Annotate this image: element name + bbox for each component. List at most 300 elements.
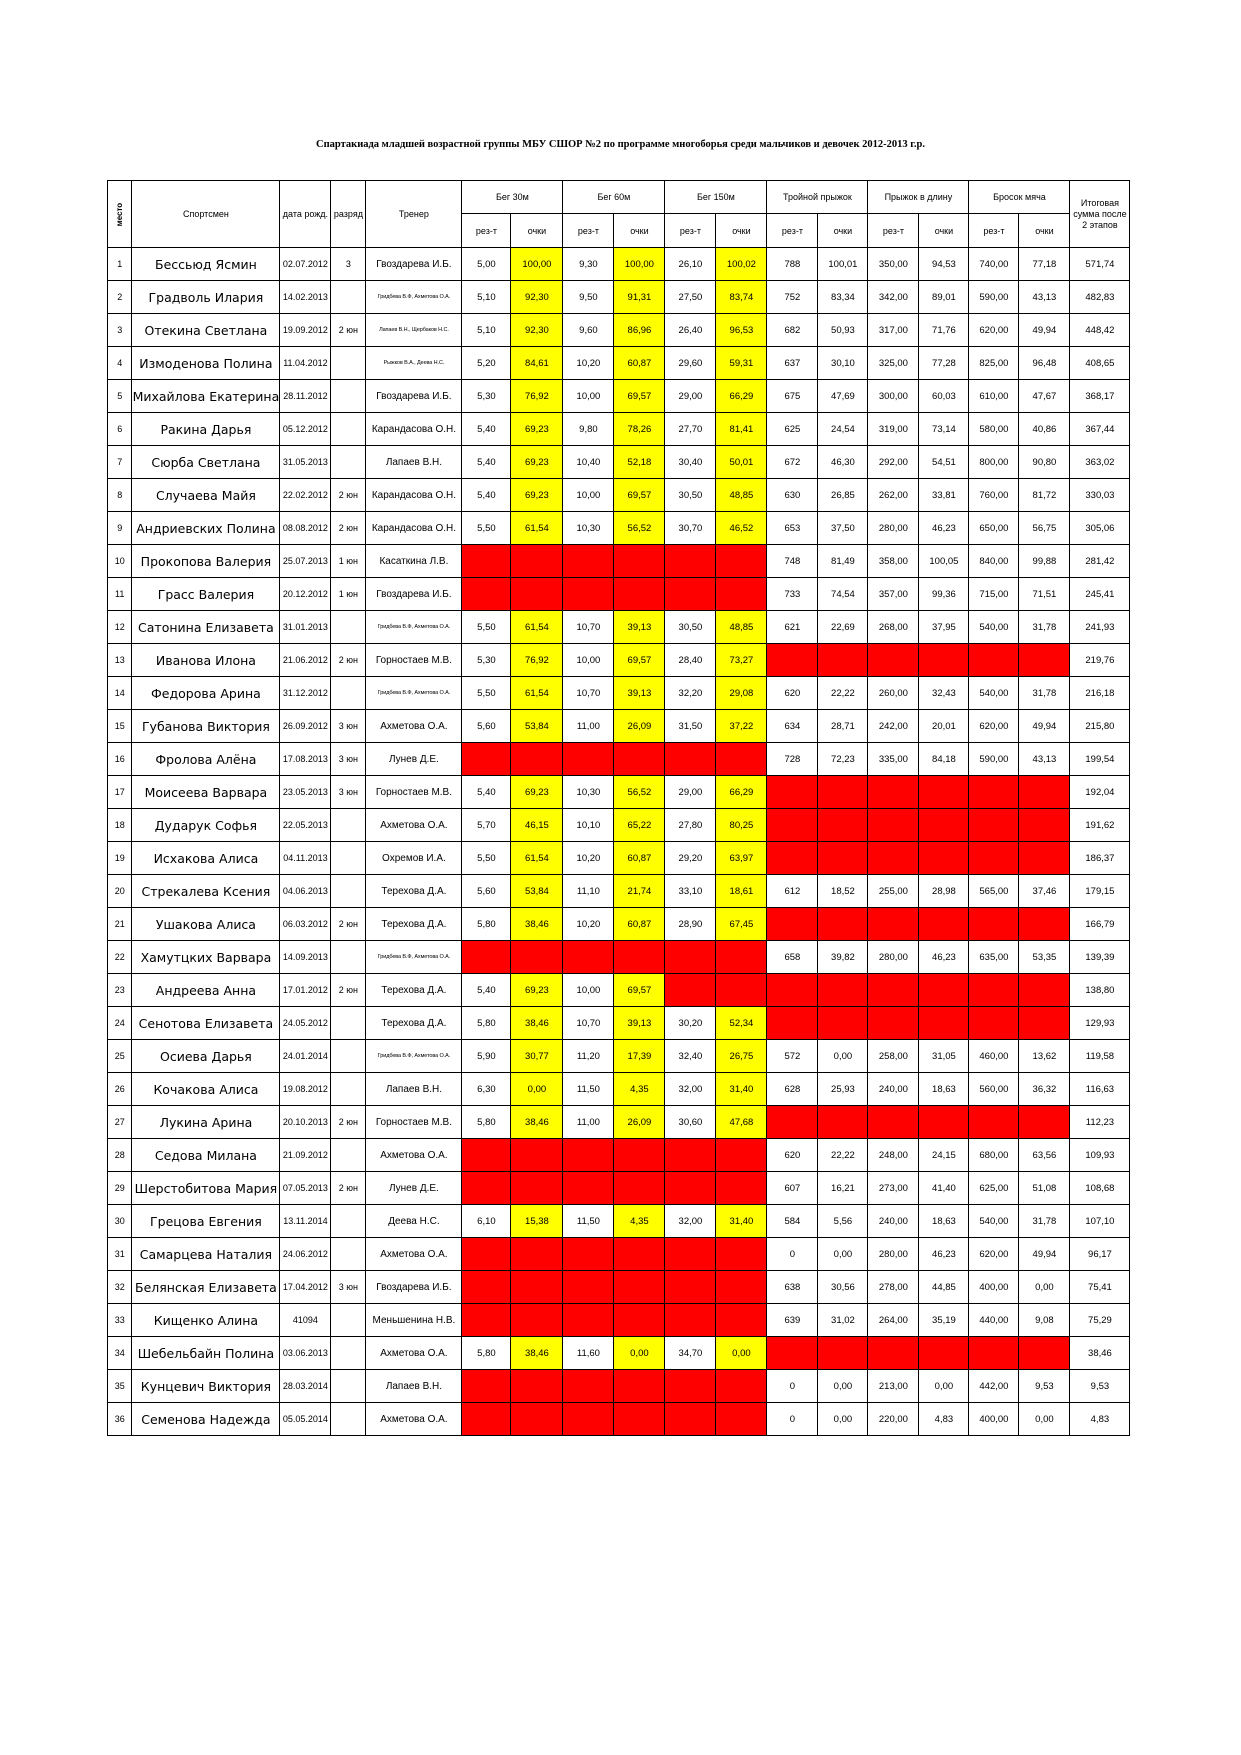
run-150m-result-cell	[665, 1238, 716, 1271]
birth-date-cell: 14.09.2013	[280, 941, 331, 974]
long-jump-result-cell: 342,00	[868, 281, 919, 314]
run-150m-result-cell: 32,00	[665, 1205, 716, 1238]
birth-date-cell: 24.06.2012	[280, 1238, 331, 1271]
run-150m-result-cell: 29,60	[665, 347, 716, 380]
athlete-name-cell: Шебельбайн Полина	[132, 1337, 280, 1370]
total-cell: 179,15	[1070, 875, 1130, 908]
ball-throw-points-cell: 96,48	[1019, 347, 1070, 380]
triple-jump-result-cell: 682	[767, 314, 818, 347]
run-150m-points-cell: 83,74	[716, 281, 767, 314]
place-cell: 5	[108, 380, 132, 413]
athlete-name-cell: Андреева Анна	[132, 974, 280, 1007]
athlete-name-cell: Ракина Дарья	[132, 413, 280, 446]
long-jump-result-cell	[868, 776, 919, 809]
run-30m-points-cell: 61,54	[511, 677, 563, 710]
triple-jump-result-cell	[767, 776, 818, 809]
birth-date-cell: 31.05.2013	[280, 446, 331, 479]
triple-jump-points-cell: 74,54	[818, 578, 868, 611]
run-30m-points-cell: 38,46	[511, 1337, 563, 1370]
birth-date-cell: 04.06.2013	[280, 875, 331, 908]
place-cell: 14	[108, 677, 132, 710]
run-30m-points-cell	[511, 743, 563, 776]
birth-date-cell: 22.05.2013	[280, 809, 331, 842]
ball-throw-result-cell: 840,00	[969, 545, 1019, 578]
run-60m-result-cell	[563, 941, 614, 974]
ball-throw-result-cell	[969, 809, 1019, 842]
long-jump-points-cell: 18,63	[919, 1073, 969, 1106]
run-150m-result-cell	[665, 1304, 716, 1337]
ball-throw-result-cell: 400,00	[969, 1271, 1019, 1304]
run-150m-result-cell: 29,20	[665, 842, 716, 875]
table-row	[108, 1040, 1130, 1073]
run-30m-points-cell	[511, 1139, 563, 1172]
total-cell: 112,23	[1070, 1106, 1130, 1139]
table-row	[108, 809, 1130, 842]
long-jump-result-cell: 280,00	[868, 941, 919, 974]
birth-date-cell: 26.09.2012	[280, 710, 331, 743]
run-30m-result-cell: 5,00	[462, 248, 511, 281]
run-60m-points-cell: 60,87	[614, 908, 665, 941]
run-60m-points-cell	[614, 1172, 665, 1205]
triple-jump-result-cell: 612	[767, 875, 818, 908]
triple-jump-points-cell: 50,93	[818, 314, 868, 347]
long-jump-result-cell: 240,00	[868, 1205, 919, 1238]
results-table	[107, 180, 1130, 1436]
run-30m-points-cell	[511, 1271, 563, 1304]
ball-throw-points-cell: 0,00	[1019, 1403, 1070, 1436]
athlete-name-cell: Андриевских Полина	[132, 512, 280, 545]
table-row	[108, 1238, 1130, 1271]
coach-cell: Ахметова О.А.	[366, 809, 462, 842]
run-150m-points-cell	[716, 1238, 767, 1271]
birth-date-cell: 24.05.2012	[280, 1007, 331, 1040]
ball-throw-result-cell: 800,00	[969, 446, 1019, 479]
ball-throw-points-cell: 9,08	[1019, 1304, 1070, 1337]
triple-jump-result-cell: 638	[767, 1271, 818, 1304]
ball-throw-result-cell: 620,00	[969, 1238, 1019, 1271]
triple-jump-points-cell: 22,22	[818, 677, 868, 710]
athlete-name-cell: Сатонина Елизавета	[132, 611, 280, 644]
ball-throw-result-cell: 680,00	[969, 1139, 1019, 1172]
long-jump-points-cell: 73,14	[919, 413, 969, 446]
run-60m-result-cell	[563, 1139, 614, 1172]
run-150m-result-cell: 27,80	[665, 809, 716, 842]
triple-jump-points-cell: 72,23	[818, 743, 868, 776]
run-30m-result-cell: 5,10	[462, 281, 511, 314]
athlete-name-cell: Грецова Евгения	[132, 1205, 280, 1238]
run-30m-result-cell: 6,10	[462, 1205, 511, 1238]
ball-throw-points-cell: 63,56	[1019, 1139, 1070, 1172]
total-cell: 368,17	[1070, 380, 1130, 413]
ball-throw-result-cell	[969, 1337, 1019, 1370]
coach-cell: Гвоздарева И.Б.	[366, 248, 462, 281]
triple-jump-result-cell	[767, 644, 818, 677]
birth-date-cell: 23.05.2013	[280, 776, 331, 809]
run-60m-points-cell: 17,39	[614, 1040, 665, 1073]
run-30m-points-cell: 69,23	[511, 413, 563, 446]
run-60m-result-cell	[563, 545, 614, 578]
run-150m-result-cell	[665, 1370, 716, 1403]
run-30m-points-cell	[511, 1403, 563, 1436]
triple-jump-points-cell	[818, 776, 868, 809]
birth-date-cell: 17.04.2012	[280, 1271, 331, 1304]
triple-jump-points-cell: 5,56	[818, 1205, 868, 1238]
table-row	[108, 1007, 1130, 1040]
run-150m-result-cell: 26,40	[665, 314, 716, 347]
ball-throw-points-cell	[1019, 809, 1070, 842]
birth-date-cell: 19.09.2012	[280, 314, 331, 347]
document-title: Спартакиада младшей возрастной группы МБУ СШОР №2 по программе многоборья среди мальчиков и девочек 2012-2013 г.р.	[316, 139, 925, 150]
long-jump-points-cell: 71,76	[919, 314, 969, 347]
place-cell: 29	[108, 1172, 132, 1205]
total-cell: 138,80	[1070, 974, 1130, 1007]
run-150m-points-cell	[716, 545, 767, 578]
run-150m-points-cell	[716, 1172, 767, 1205]
header-total: Итоговая сумма после 2 этапов	[1070, 181, 1130, 248]
ball-throw-points-cell: 31,78	[1019, 677, 1070, 710]
coach-cell: Терехова Д.А.	[366, 875, 462, 908]
subheader-points: очки	[919, 214, 969, 248]
athlete-name-cell: Бессьюд Ясмин	[132, 248, 280, 281]
coach-cell: Горностаев М.В.	[366, 776, 462, 809]
run-60m-points-cell: 4,35	[614, 1073, 665, 1106]
place-cell: 8	[108, 479, 132, 512]
triple-jump-result-cell: 639	[767, 1304, 818, 1337]
run-30m-result-cell	[462, 941, 511, 974]
table-row	[108, 479, 1130, 512]
long-jump-result-cell: 213,00	[868, 1370, 919, 1403]
ball-throw-result-cell: 540,00	[969, 1205, 1019, 1238]
run-150m-points-cell: 66,29	[716, 380, 767, 413]
run-30m-result-cell	[462, 1139, 511, 1172]
run-30m-result-cell: 5,40	[462, 446, 511, 479]
athlete-name-cell: Фролова Алёна	[132, 743, 280, 776]
subheader-points: очки	[716, 214, 767, 248]
ball-throw-result-cell: 715,00	[969, 578, 1019, 611]
coach-cell: Лапаев В.Н.	[366, 1073, 462, 1106]
ball-throw-result-cell	[969, 1007, 1019, 1040]
birth-date-cell: 17.08.2013	[280, 743, 331, 776]
triple-jump-points-cell: 22,22	[818, 1139, 868, 1172]
run-30m-points-cell	[511, 1304, 563, 1337]
coach-cell: Лунев Д.Е.	[366, 743, 462, 776]
place-cell: 25	[108, 1040, 132, 1073]
total-cell: 199,54	[1070, 743, 1130, 776]
athlete-name-cell: Ушакова Алиса	[132, 908, 280, 941]
long-jump-result-cell	[868, 1337, 919, 1370]
ball-throw-points-cell	[1019, 842, 1070, 875]
triple-jump-result-cell: 620	[767, 1139, 818, 1172]
triple-jump-result-cell: 733	[767, 578, 818, 611]
place-cell: 9	[108, 512, 132, 545]
rank-cell	[331, 941, 366, 974]
run-150m-result-cell: 28,40	[665, 644, 716, 677]
ball-throw-points-cell: 49,94	[1019, 1238, 1070, 1271]
run-150m-result-cell: 32,20	[665, 677, 716, 710]
run-150m-result-cell: 33,10	[665, 875, 716, 908]
total-cell: 4,83	[1070, 1403, 1130, 1436]
birth-date-cell: 21.09.2012	[280, 1139, 331, 1172]
run-150m-result-cell: 30,50	[665, 479, 716, 512]
run-60m-result-cell: 11,50	[563, 1205, 614, 1238]
place-cell: 22	[108, 941, 132, 974]
table-row	[108, 974, 1130, 1007]
run-30m-points-cell: 61,54	[511, 611, 563, 644]
birth-date-cell: 04.11.2013	[280, 842, 331, 875]
place-cell: 34	[108, 1337, 132, 1370]
run-30m-result-cell	[462, 545, 511, 578]
run-60m-result-cell	[563, 743, 614, 776]
run-150m-result-cell: 32,00	[665, 1073, 716, 1106]
triple-jump-result-cell: 630	[767, 479, 818, 512]
long-jump-result-cell: 262,00	[868, 479, 919, 512]
triple-jump-result-cell	[767, 908, 818, 941]
place-cell: 12	[108, 611, 132, 644]
total-cell: 192,04	[1070, 776, 1130, 809]
coach-cell: Ахметова О.А.	[366, 1337, 462, 1370]
long-jump-result-cell: 273,00	[868, 1172, 919, 1205]
run-150m-result-cell: 29,00	[665, 776, 716, 809]
header-ball-throw: Бросок мяча	[969, 181, 1070, 214]
table-row	[108, 1205, 1130, 1238]
ball-throw-points-cell: 81,72	[1019, 479, 1070, 512]
place-cell: 10	[108, 545, 132, 578]
ball-throw-result-cell: 540,00	[969, 611, 1019, 644]
run-60m-points-cell	[614, 1271, 665, 1304]
athlete-name-cell: Лукина Арина	[132, 1106, 280, 1139]
ball-throw-points-cell: 43,13	[1019, 743, 1070, 776]
table-row	[108, 1106, 1130, 1139]
triple-jump-result-cell: 625	[767, 413, 818, 446]
run-150m-points-cell	[716, 578, 767, 611]
total-cell: 281,42	[1070, 545, 1130, 578]
birth-date-cell: 05.05.2014	[280, 1403, 331, 1436]
long-jump-points-cell: 35,19	[919, 1304, 969, 1337]
triple-jump-result-cell: 675	[767, 380, 818, 413]
long-jump-points-cell: 37,95	[919, 611, 969, 644]
ball-throw-points-cell	[1019, 1007, 1070, 1040]
run-60m-result-cell: 10,20	[563, 347, 614, 380]
run-60m-points-cell	[614, 578, 665, 611]
athlete-name-cell: Губанова Виктория	[132, 710, 280, 743]
total-cell: 363,02	[1070, 446, 1130, 479]
coach-cell: Охремов И.А.	[366, 842, 462, 875]
total-cell: 219,76	[1070, 644, 1130, 677]
run-60m-points-cell: 78,26	[614, 413, 665, 446]
long-jump-points-cell: 46,23	[919, 941, 969, 974]
triple-jump-result-cell: 788	[767, 248, 818, 281]
long-jump-points-cell: 60,03	[919, 380, 969, 413]
run-30m-points-cell	[511, 578, 563, 611]
triple-jump-result-cell: 572	[767, 1040, 818, 1073]
run-60m-result-cell	[563, 1172, 614, 1205]
run-60m-points-cell: 26,09	[614, 1106, 665, 1139]
run-30m-result-cell: 5,50	[462, 611, 511, 644]
run-60m-points-cell: 65,22	[614, 809, 665, 842]
run-30m-result-cell	[462, 1238, 511, 1271]
long-jump-result-cell: 350,00	[868, 248, 919, 281]
run-150m-points-cell: 73,27	[716, 644, 767, 677]
athlete-name-cell: Измоденова Полина	[132, 347, 280, 380]
birth-date-cell: 06.03.2012	[280, 908, 331, 941]
total-cell: 245,41	[1070, 578, 1130, 611]
triple-jump-result-cell	[767, 1007, 818, 1040]
ball-throw-result-cell: 610,00	[969, 380, 1019, 413]
coach-cell: Касаткина Л.В.	[366, 545, 462, 578]
total-cell: 108,68	[1070, 1172, 1130, 1205]
athlete-name-cell: Осиева Дарья	[132, 1040, 280, 1073]
coach-cell: Гвоздарева И.Б.	[366, 578, 462, 611]
table-row	[108, 1337, 1130, 1370]
run-60m-points-cell: 86,96	[614, 314, 665, 347]
table-row	[108, 710, 1130, 743]
run-30m-points-cell: 69,23	[511, 776, 563, 809]
place-cell: 3	[108, 314, 132, 347]
athlete-name-cell: Кочакова Алиса	[132, 1073, 280, 1106]
run-60m-points-cell: 100,00	[614, 248, 665, 281]
ball-throw-result-cell	[969, 776, 1019, 809]
run-150m-points-cell: 29,08	[716, 677, 767, 710]
run-150m-points-cell: 31,40	[716, 1073, 767, 1106]
run-30m-result-cell: 5,90	[462, 1040, 511, 1073]
run-60m-points-cell: 69,57	[614, 380, 665, 413]
run-30m-result-cell: 5,70	[462, 809, 511, 842]
place-cell: 36	[108, 1403, 132, 1436]
table-row	[108, 314, 1130, 347]
run-150m-points-cell	[716, 1139, 767, 1172]
run-150m-result-cell: 29,00	[665, 380, 716, 413]
ball-throw-points-cell: 9,53	[1019, 1370, 1070, 1403]
run-150m-points-cell: 52,34	[716, 1007, 767, 1040]
ball-throw-points-cell: 43,13	[1019, 281, 1070, 314]
run-150m-result-cell: 30,40	[665, 446, 716, 479]
long-jump-points-cell: 28,98	[919, 875, 969, 908]
triple-jump-points-cell	[818, 809, 868, 842]
run-60m-result-cell: 11,00	[563, 1106, 614, 1139]
birth-date-cell: 21.06.2012	[280, 644, 331, 677]
long-jump-points-cell	[919, 644, 969, 677]
long-jump-result-cell: 325,00	[868, 347, 919, 380]
run-60m-result-cell: 10,00	[563, 479, 614, 512]
triple-jump-result-cell: 748	[767, 545, 818, 578]
run-60m-points-cell: 0,00	[614, 1337, 665, 1370]
rank-cell: 1 юн	[331, 578, 366, 611]
subheader-points: очки	[818, 214, 868, 248]
run-150m-result-cell: 28,90	[665, 908, 716, 941]
header-rank: разряд	[331, 181, 366, 248]
place-cell: 23	[108, 974, 132, 1007]
rank-cell	[331, 1370, 366, 1403]
rank-cell: 2 юн	[331, 314, 366, 347]
athlete-name-cell: Кунцевич Виктория	[132, 1370, 280, 1403]
run-150m-result-cell: 31,50	[665, 710, 716, 743]
run-60m-result-cell: 10,30	[563, 776, 614, 809]
header-place: место	[108, 181, 132, 248]
run-60m-points-cell	[614, 1139, 665, 1172]
triple-jump-points-cell: 30,10	[818, 347, 868, 380]
long-jump-points-cell	[919, 908, 969, 941]
long-jump-result-cell	[868, 644, 919, 677]
table-row	[108, 347, 1130, 380]
run-60m-points-cell: 69,57	[614, 974, 665, 1007]
long-jump-result-cell: 240,00	[868, 1073, 919, 1106]
ball-throw-result-cell: 440,00	[969, 1304, 1019, 1337]
ball-throw-result-cell: 590,00	[969, 743, 1019, 776]
place-cell: 19	[108, 842, 132, 875]
run-150m-points-cell: 81,41	[716, 413, 767, 446]
triple-jump-points-cell: 0,00	[818, 1403, 868, 1436]
table-row	[108, 743, 1130, 776]
run-60m-points-cell: 56,52	[614, 512, 665, 545]
run-30m-result-cell: 5,40	[462, 479, 511, 512]
run-150m-result-cell	[665, 1172, 716, 1205]
total-cell: 571,74	[1070, 248, 1130, 281]
subheader-points: очки	[1019, 214, 1070, 248]
coach-cell: Ахметова О.А.	[366, 1403, 462, 1436]
run-30m-result-cell: 5,40	[462, 413, 511, 446]
place-cell: 16	[108, 743, 132, 776]
run-60m-result-cell: 10,70	[563, 611, 614, 644]
long-jump-points-cell	[919, 809, 969, 842]
total-cell: 408,65	[1070, 347, 1130, 380]
total-cell: 129,93	[1070, 1007, 1130, 1040]
triple-jump-points-cell: 46,30	[818, 446, 868, 479]
run-60m-points-cell: 56,52	[614, 776, 665, 809]
place-cell: 15	[108, 710, 132, 743]
run-60m-points-cell: 39,13	[614, 611, 665, 644]
coach-cell: Терехова Д.А.	[366, 1007, 462, 1040]
triple-jump-points-cell: 100,01	[818, 248, 868, 281]
birth-date-cell: 19.08.2012	[280, 1073, 331, 1106]
rank-cell: 2 юн	[331, 974, 366, 1007]
run-150m-result-cell	[665, 1139, 716, 1172]
run-30m-points-cell: 84,61	[511, 347, 563, 380]
triple-jump-points-cell: 18,52	[818, 875, 868, 908]
ball-throw-points-cell: 13,62	[1019, 1040, 1070, 1073]
long-jump-points-cell: 18,63	[919, 1205, 969, 1238]
run-150m-result-cell: 27,50	[665, 281, 716, 314]
athlete-name-cell: Седова Милана	[132, 1139, 280, 1172]
run-30m-result-cell	[462, 1271, 511, 1304]
triple-jump-result-cell: 672	[767, 446, 818, 479]
header-run-30m: Бег 30м	[462, 181, 563, 214]
ball-throw-points-cell	[1019, 1106, 1070, 1139]
total-cell: 38,46	[1070, 1337, 1130, 1370]
triple-jump-points-cell	[818, 1007, 868, 1040]
run-150m-points-cell: 48,85	[716, 611, 767, 644]
run-60m-points-cell: 4,35	[614, 1205, 665, 1238]
triple-jump-points-cell: 0,00	[818, 1238, 868, 1271]
coach-cell: Гвоздарева И.Б.	[366, 380, 462, 413]
run-150m-points-cell	[716, 941, 767, 974]
ball-throw-points-cell: 0,00	[1019, 1271, 1070, 1304]
athlete-name-cell: Кищенко Алина	[132, 1304, 280, 1337]
ball-throw-points-cell	[1019, 776, 1070, 809]
ball-throw-result-cell: 740,00	[969, 248, 1019, 281]
triple-jump-result-cell: 621	[767, 611, 818, 644]
total-cell: 216,18	[1070, 677, 1130, 710]
ball-throw-result-cell: 580,00	[969, 413, 1019, 446]
triple-jump-result-cell: 634	[767, 710, 818, 743]
table-row	[108, 908, 1130, 941]
place-cell: 26	[108, 1073, 132, 1106]
run-60m-result-cell: 10,70	[563, 1007, 614, 1040]
run-150m-result-cell: 27,70	[665, 413, 716, 446]
birth-date-cell: 28.11.2012	[280, 380, 331, 413]
long-jump-result-cell: 264,00	[868, 1304, 919, 1337]
rank-cell: 2 юн	[331, 908, 366, 941]
ball-throw-result-cell: 825,00	[969, 347, 1019, 380]
